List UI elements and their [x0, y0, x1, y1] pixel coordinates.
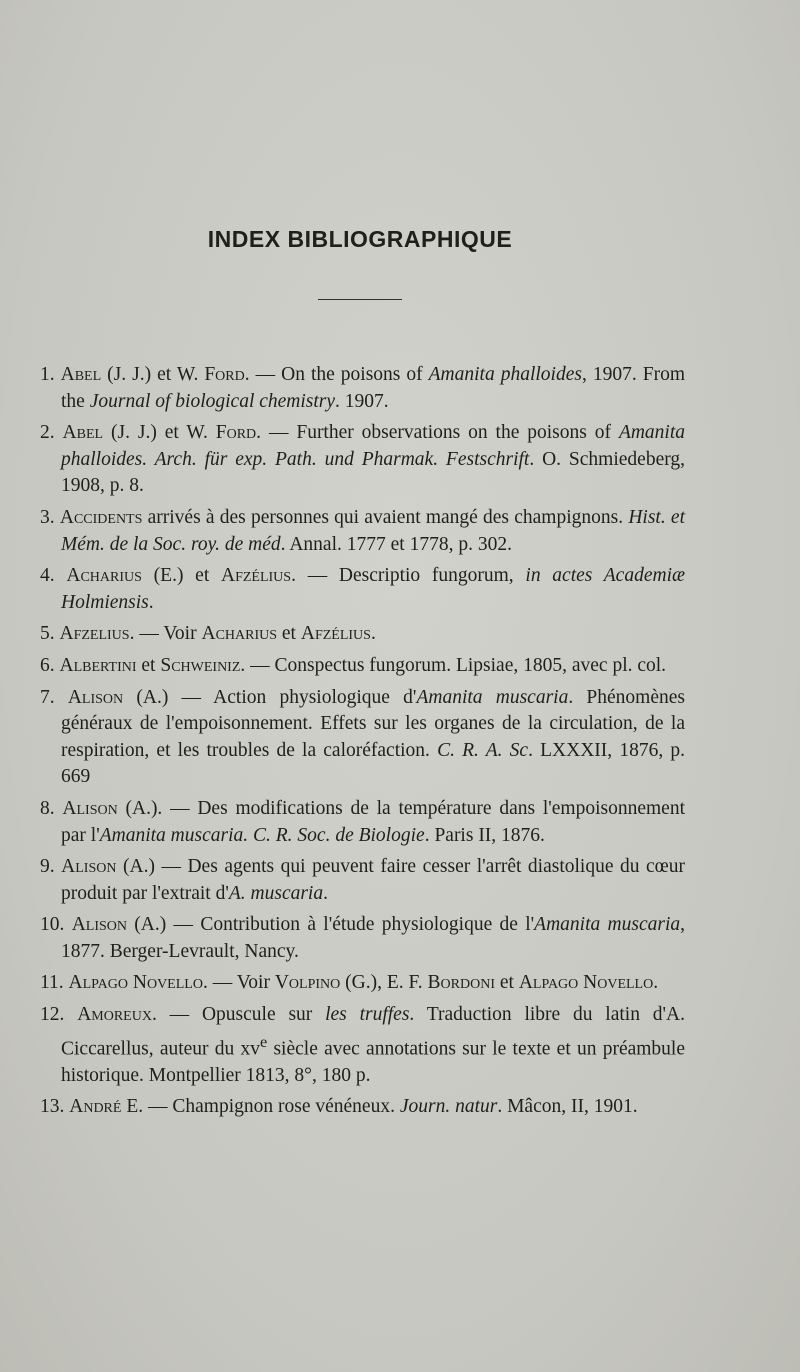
entry-author: Schweiniz [160, 654, 241, 676]
entry-text: . [323, 882, 328, 904]
entry-text: . — Descriptio fungorum, [291, 565, 526, 587]
entry-text: (J. J.) et W. [101, 364, 205, 385]
entry-text: (E.) et [141, 565, 221, 587]
entry-author: Afzélius [220, 565, 292, 587]
entry-author: Ford [204, 364, 245, 385]
entry-author: Albertini [59, 654, 137, 676]
entry-text: (A.) — Des agents qui peuvent faire cesser l'arrêt diastolique du cœur produit par l'extrait d' [61, 856, 686, 904]
entry-text: (J. J.) et W. [103, 422, 216, 444]
bibliography-entry-7 [40, 685, 685, 791]
title-divider [318, 299, 402, 300]
entry-text: et [277, 623, 301, 645]
entry-superscript: e [260, 1032, 268, 1051]
entry-text: , 1907. From the [61, 364, 686, 412]
entry-text: (A.). — Des modifications de la température dans l'empoisonnement par l' [61, 797, 686, 846]
entry-number: 4. [40, 565, 55, 587]
bibliography-entry-3 [40, 505, 685, 558]
entry-author: Ford [215, 422, 257, 444]
entry-author: Alison [67, 686, 124, 708]
entry-italic: Amanita muscaria [416, 686, 569, 708]
entry-author: Bordoni [427, 972, 495, 994]
entry-text: . — Voir [202, 972, 275, 994]
bibliography-entry-11 [40, 970, 685, 997]
entry-text: . [148, 591, 154, 613]
bibliography-list [40, 362, 685, 1126]
entry-author: Acharius [66, 565, 142, 587]
entry-author: André [69, 1096, 122, 1118]
bibliography-entry-9 [40, 854, 685, 907]
bibliography-entry-1 [40, 362, 685, 415]
entry-text: . 1907. [335, 390, 389, 412]
entry-number: 12. [40, 1004, 65, 1026]
entry-text: . — Voir [129, 623, 202, 645]
entry-author: Afzélius [300, 623, 371, 645]
entry-author: Amoreux [77, 1004, 152, 1026]
entry-text: . — Further observations on the poisons of [256, 422, 619, 444]
entry-number: 8. [40, 797, 55, 819]
bibliography-entry-13 [40, 1094, 685, 1121]
entry-text: . — Conspectus fungorum. Lipsiae, 1805, avec pl. col. [240, 654, 667, 676]
entry-italic: Amanita muscaria. C. R. Soc. de Biologie [99, 824, 425, 846]
entry-text: . Mâcon, II, 1901. [497, 1096, 638, 1118]
bibliography-entry-6 [40, 653, 685, 680]
entry-italic: Amanita muscaria [534, 914, 681, 936]
entry-author: Alison [71, 914, 127, 936]
entry-author: Alison [62, 797, 118, 819]
entry-italic: Journ. natur [399, 1096, 498, 1118]
bibliography-entry-4 [40, 563, 685, 616]
entry-text: (G.), E. F. [340, 972, 428, 994]
entry-italic: C. R. A. Sc [437, 739, 529, 761]
entry-text: et [494, 972, 519, 994]
entry-text: . O. Schmiedeberg, 1908, p. 8. [61, 448, 685, 497]
entry-author: Volpino [274, 972, 341, 994]
entry-text: . — Opuscule sur [151, 1004, 326, 1026]
bibliography-entry-10 [40, 912, 685, 965]
entry-author: Accidents [59, 506, 143, 528]
entry-author: Alpago Novello [68, 972, 203, 994]
entry-text: . LXXXII, 1876, p. 669 [61, 739, 685, 788]
bibliography-entry-2 [40, 420, 685, 500]
entry-text: , 1877. Berger-Levrault, Nancy. [61, 914, 686, 962]
entry-author: Acharius [201, 623, 278, 645]
entry-number: 10. [40, 914, 65, 936]
entry-text: . Annal. 1777 et 1778, p. 302. [280, 533, 512, 555]
entry-number: 13. [40, 1096, 65, 1118]
entry-text: (A.) — Action physiologique d' [123, 686, 417, 708]
entry-text: . — On the poisons of [244, 364, 429, 385]
entry-text: . Paris II, 1876. [424, 824, 545, 846]
entry-italic: Journal of biological chemistry [89, 390, 336, 412]
entry-author: Abel [62, 422, 104, 444]
entry-number: 2. [40, 422, 55, 444]
entry-number: 1. [40, 364, 55, 385]
entry-author: Alison [61, 856, 117, 878]
entry-text: . [653, 972, 659, 994]
entry-author: Afzelius [59, 623, 130, 645]
entry-text: . [370, 623, 376, 645]
bibliography-entry-8 [40, 796, 685, 849]
entry-italic: Amanita phalloides [428, 364, 582, 385]
page-title: INDEX BIBLIOGRAPHIQUE [207, 226, 513, 252]
entry-number: 9. [40, 856, 55, 878]
entry-author: Alpago Novello [518, 972, 654, 994]
entry-text: arrivés à des personnes qui avaient mangé des champignons. [142, 506, 629, 528]
entry-text: (A.) — Contribution à l'étude physiologique de l' [127, 914, 535, 936]
entry-italic: in actes Academiæ Holmiensis [61, 565, 685, 613]
entry-italic: Hist. et Mém. de la Soc. roy. de méd [61, 506, 686, 555]
entry-text: . Traduction libre du latin d'A. Ciccarellus, auteur du xv [61, 1004, 686, 1060]
entry-text: siècle avec annotations sur le texte et un préambule historique. Montpellier 1813, 8°, 180 p. [61, 1038, 685, 1086]
bibliography-entry-5 [40, 621, 685, 648]
entry-number: 3. [40, 506, 55, 528]
entry-author: Abel [60, 364, 102, 385]
entry-number: 11. [40, 972, 64, 994]
entry-text: E. — Champignon rose vénéneux. [121, 1096, 400, 1118]
entry-number: 6. [40, 654, 55, 676]
entry-text: . Phénomènes généraux de l'empoisonnement. Effets sur les organes de la circulation, de la respiration, et les troubles de la caloréfaction. [61, 686, 686, 761]
entry-italic: les truffes [325, 1004, 410, 1026]
entry-text: et [136, 654, 161, 676]
entry-italic: A. muscaria [228, 882, 324, 904]
entry-number: 7. [40, 686, 55, 708]
entry-italic: Amanita phalloides. Arch. für exp. Path. und Pharmak. Festschrift [61, 422, 686, 470]
entry-number: 5. [40, 623, 55, 645]
bibliography-entry-12 [40, 1002, 685, 1089]
